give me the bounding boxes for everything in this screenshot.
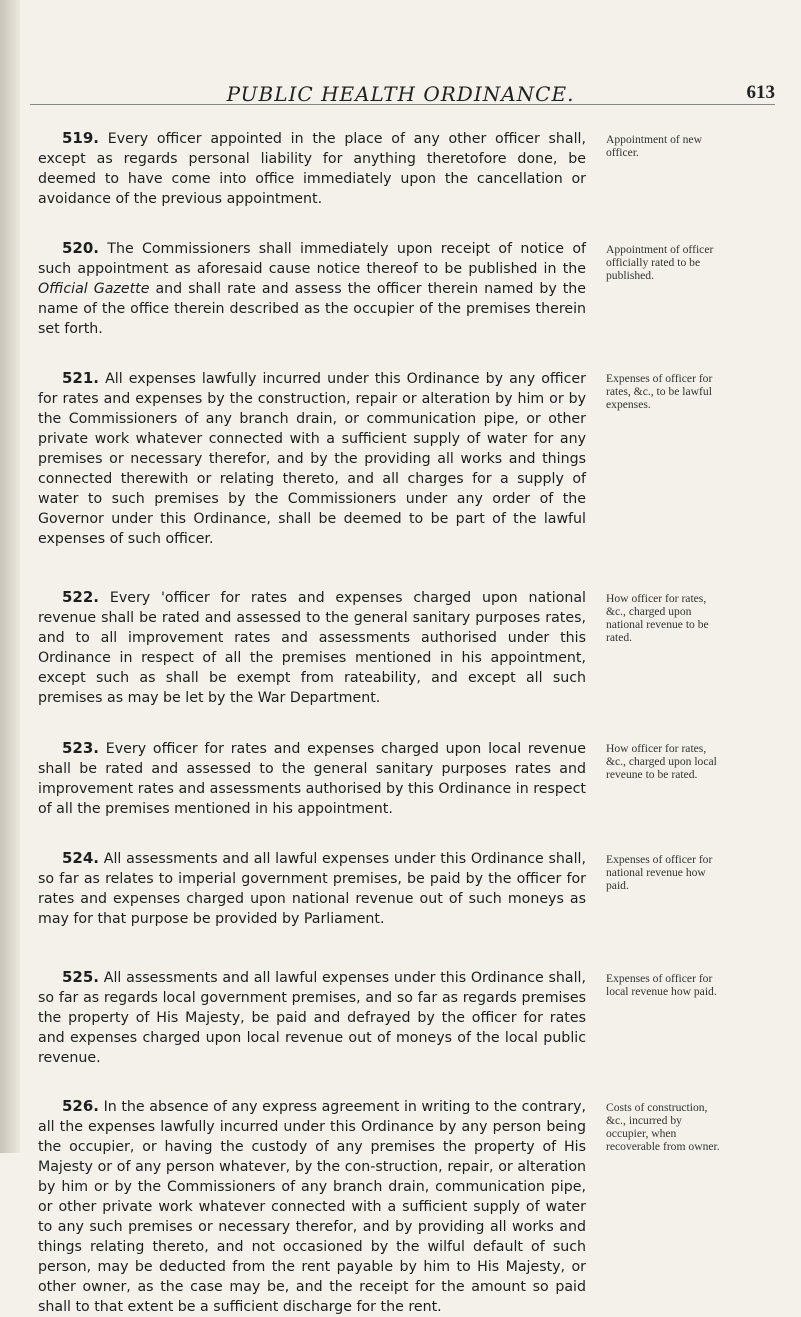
margin-note: How officer for rates, &c., charged upon local reveune to be rated. xyxy=(606,742,717,781)
page-number: 613 xyxy=(746,82,775,103)
margin-note: Costs of construction, &c., incurred by occupier, when recoverable from owner. xyxy=(606,1101,720,1153)
section-525 xyxy=(38,967,586,1068)
margin-note: Appointment of new officer. xyxy=(606,133,702,159)
section-text: and shall rate and assess the officer therein named by the name of the office therein described as the occupier of the premises therein set forth. xyxy=(38,281,587,337)
section-number: 520. xyxy=(62,239,100,257)
margin-note: How officer for rates, &c., charged upon national revenue to be rated. xyxy=(606,592,709,644)
section-text: All expenses lawfully incurred under this Ordinance by any officer for rates and expenses by the construction, repair or alteration by him or by the Commissioners of any branch drain, or communication pipe, or other private work whatever connected with a sufficient supply of water for any premises or necessary therefor, and by the providing all works and things connected therewith or relating thereto, and all charges for a supply of water to such premises by the Commissioners under any order of the Governor under this Ordinance, shall be deemed to be part of the lawful expenses of such officer. xyxy=(38,371,586,547)
section-526 xyxy=(38,1096,586,1317)
section-text: Every 'officer for rates and expenses charged upon national revenue shall be rated and assessed to the general sanitary purposes rates, and to all improvement rates and assessments authorised under this Ordinance in respect of all the premises mentioned in his appointment, except such as shall be exempt from rateability, and except all such premises as may be let by the War Department. xyxy=(38,590,586,706)
section-text: All assessments and all lawful expenses under this Ordinance shall, so far as regards local government premises, and so far as regards premises the property of His Majesty, be paid and defrayed by the officer for rates and expenses charged upon local revenue out of moneys of the local public revenue. xyxy=(38,970,587,1066)
section-523 xyxy=(38,738,586,819)
margin-note: Expenses of officer for national revenue how paid. xyxy=(606,853,713,892)
section-text: Every officer appointed in the place of any other officer shall, except as regards personal liability for anything theretofore done, be deemed to have come into office immediately upon the cancellation or avoidance of the previous appointment. xyxy=(38,131,586,207)
page-header xyxy=(0,82,801,106)
header-rule xyxy=(30,104,775,105)
section-520 xyxy=(38,238,586,339)
section-524 xyxy=(38,848,586,929)
section-519 xyxy=(38,128,586,209)
section-number: 523. xyxy=(62,739,100,757)
margin-note: Expenses of officer for rates, &c., to be lawful expenses. xyxy=(606,372,713,411)
section-number: 521. xyxy=(62,369,100,387)
margin-note: Expenses of officer for local revenue how paid. xyxy=(606,972,717,998)
section-number: 519. xyxy=(62,129,100,147)
section-text: The Commissioners shall immediately upon receipt of notice of such appointment as aforesaid cause notice thereof to be published in the xyxy=(38,241,586,277)
section-number: 525. xyxy=(62,968,100,986)
section-text: Every officer for rates and expenses charged upon local revenue shall be rated and assessed to the general sanitary purposes rates and improvement rates and assessments authorised by this Ordinance in respect of all the premises mentioned in his appointment. xyxy=(38,741,586,817)
running-title: PUBLIC HEALTH ORDINANCE. xyxy=(226,82,575,106)
section-number: 526. xyxy=(62,1097,100,1115)
section-text: In the absence of any express agreement in writing to the contrary, all the expenses lawfully incurred under this Ordinance by any person being the occupier, or having the custody of any premises the property of His Majesty or of any person whatever, by the con-struction, repair, or alteration by him or by the Commissioners of any branch drain, communication pipe, or other private work whatever connected with a sufficient supply of water to any such premises or necessary therefor, and by providing all works and things relating thereto, and not occasioned by the wilful default of such person, may be deducted from the rent payable by him to His Majesty, or other owner, as the case may be, and the receipt for the amount so paid shall to that extent be a sufficient discharge for the rent. xyxy=(38,1099,586,1315)
gazette-title: Official Gazette xyxy=(38,281,150,297)
margin-note: Appointment of officer officially rated to be published. xyxy=(606,243,714,282)
section-number: 522. xyxy=(62,588,100,606)
section-521 xyxy=(38,368,586,549)
section-text: All assessments and all lawful expenses under this Ordinance shall, so far as relates to imperial government premises, be paid by the officer for rates and expenses charged upon national revenue out of such moneys as may for that purpose be provided by Parliament. xyxy=(38,851,587,927)
section-522 xyxy=(38,587,586,708)
section-number: 524. xyxy=(62,849,100,867)
page-binding-edge xyxy=(0,0,20,1153)
